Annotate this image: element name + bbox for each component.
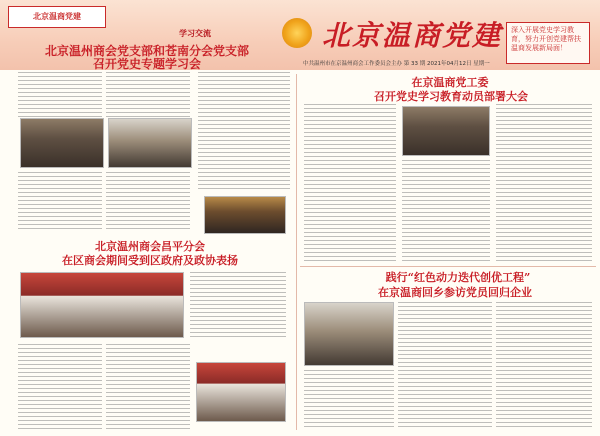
article-3-body-col3 — [106, 344, 190, 430]
article-2-headline-line1: 在京温商党工委 — [411, 76, 489, 89]
article-2-photo-1 — [402, 106, 490, 156]
party-emblem-icon — [282, 18, 312, 48]
article-1-body-col3 — [198, 72, 290, 192]
article-1-body-col1 — [18, 72, 102, 118]
article-3-photo-2 — [196, 362, 286, 422]
corner-label: 北京温商党建 — [8, 6, 106, 28]
article-2-body-col2 — [402, 160, 490, 264]
column-label: 学习交流 — [179, 29, 211, 38]
article-2-body-col1 — [304, 104, 396, 264]
section-divider — [300, 266, 596, 267]
article-1-headline-line2: 召开党史专题学习会 — [92, 57, 201, 71]
article-1-body-col4 — [18, 172, 102, 232]
article-1-photo-3 — [204, 196, 286, 234]
article-4-headline-line2: 在京温商回乡参访党员回归企业 — [378, 286, 532, 299]
slogan-box: 深入开展党史学习教育，努力开创党建帮扶温商发展新局面！ — [506, 22, 590, 64]
article-3-body-col2 — [18, 344, 102, 430]
article-2-headline-line2: 召开党史学习教育动员部署大会 — [374, 90, 528, 103]
article-3-headline-line2: 在区商会期间受到区政府及政协表扬 — [62, 254, 238, 267]
issue-line: 中共温州市在京温州商会工作委员会主办 第 33 期 2021年04月12日 星期一 — [303, 61, 490, 67]
article-1-headline-line1: 北京温州商会党支部和苍南分会党支部 — [44, 44, 249, 58]
article-1-body-col2 — [106, 72, 190, 118]
article-3-photo-1 — [20, 272, 184, 338]
article-4-body-col1 — [304, 370, 394, 430]
article-4-body-col2 — [398, 302, 492, 430]
article-4-body-col3 — [496, 302, 592, 430]
column-divider — [296, 74, 297, 430]
article-1-photo-1 — [20, 118, 104, 168]
article-1-body-col5 — [106, 172, 190, 232]
article-1-photo-2 — [108, 118, 192, 168]
paper-title: 北京温商党建 — [322, 19, 503, 52]
article-4-photo-1 — [304, 302, 394, 366]
article-3-headline-line1: 北京温州商会昌平分会 — [95, 240, 205, 253]
article-2-body-col3 — [496, 104, 592, 264]
article-4-headline-line1: 践行“红色动力迭代创优工程” — [385, 271, 531, 284]
article-3-body-col1 — [190, 272, 286, 338]
